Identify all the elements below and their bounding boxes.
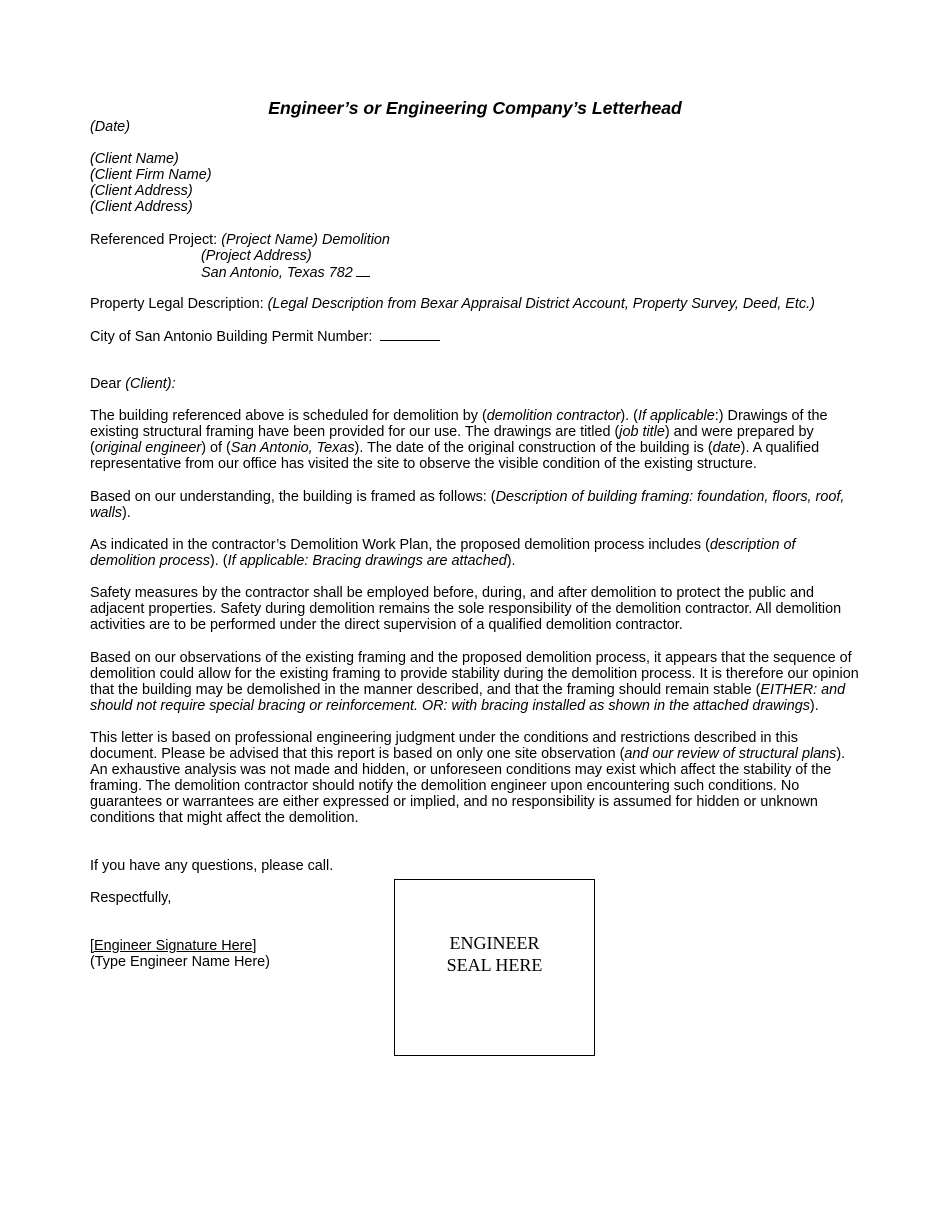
legal-label: Property Legal Description: xyxy=(90,296,268,312)
client-block xyxy=(90,151,860,215)
paragraph-4: Safety measures by the contractor shall be employed before, during, and after demolition to protect the public and adjacent properties. Safety during demolition remains the sole responsibility of the demolition contractor. All demolition activities are to be performed under the direct supervision of a qualified demolition contractor. xyxy=(90,585,842,633)
project-label: Referenced Project: xyxy=(90,232,222,248)
engineer-seal-box xyxy=(394,879,595,1056)
permit-number xyxy=(90,328,860,345)
salutation-client: (Client): xyxy=(125,376,176,392)
closing-questions: If you have any questions, please call. xyxy=(90,858,334,874)
engineer-name: (Type Engineer Name Here) xyxy=(90,954,270,970)
legal-description xyxy=(90,296,860,312)
client-address-1: (Client Address) xyxy=(90,183,193,199)
project-address: (Project Address) xyxy=(201,248,312,264)
closing-respectfully: Respectfully, xyxy=(90,890,172,906)
date-line xyxy=(90,119,860,135)
zip-blank xyxy=(356,264,370,277)
client-address-2: (Client Address) xyxy=(90,199,193,215)
letterhead-title: Engineer’s or Engineering Company’s Letterhead xyxy=(268,98,682,118)
client-name: (Client Name) xyxy=(90,151,179,167)
seal-line-2: SEAL HERE xyxy=(446,955,543,975)
salutation xyxy=(90,376,860,392)
paragraph-1: The building referenced above is scheduled for demolition by (demolition contractor). (If applicable:) Drawings of the existing structural framing have been provided for our use. The drawings are titled (job title) and were prepared by (original engineer) of (San Antonio, Texas). The date of the original construction of the building is (date). A qualified representative from our office has visited the site to observe the visible condition of the existing structure. xyxy=(90,408,828,472)
seal-text xyxy=(395,932,594,976)
engineer-signature: [Engineer Signature Here] xyxy=(90,938,257,954)
legal-value: (Legal Description from Bexar Appraisal District Account, Property Survey, Deed, Etc.) xyxy=(267,296,815,312)
permit-blank xyxy=(380,328,440,341)
date-placeholder: (Date) xyxy=(90,119,130,135)
paragraph-6: This letter is based on professional engineering judgment under the conditions and restrictions described in this document. Please be advised that this report is based on only one site observation (and our review of structural plans). An exhaustive analysis was not made and hidden, or unforeseen conditions may exist which affect the stability of the framing. The demolition contractor should notify the demolition engineer upon encountering such conditions. No guarantees or warrantees are either expressed or implied, and no responsibility is assumed for hidden or unknown conditions that might affect the demolition. xyxy=(90,730,846,826)
signature-line xyxy=(90,938,256,954)
permit-label: City of San Antonio Building Permit Number: xyxy=(90,329,377,345)
salutation-dear: Dear xyxy=(90,376,126,392)
seal-line-1: ENGINEER xyxy=(449,933,540,953)
client-firm: (Client Firm Name) xyxy=(90,167,212,183)
project-name: (Project Name) Demolition xyxy=(221,232,390,248)
paragraph-3: As indicated in the contractor’s Demolition Work Plan, the proposed demolition process includes (description of demolition process). (If applicable: Bracing drawings are attached). xyxy=(90,537,796,569)
referenced-project xyxy=(90,232,860,281)
paragraph-2: Based on our understanding, the building is framed as follows: (Description of building framing: foundation, floors, roof, walls). xyxy=(90,489,845,521)
paragraph-5: Based on our observations of the existing framing and the proposed demolition process, it appears that the sequence of demolition could allow for the existing framing to provide stability during the demolition process. It is therefore our opinion that the building may be demolished in the manner described, and that the framing should remain stable (EITHER: and should not require special bracing or reinforcement. OR: with bracing installed as shown in the attached drawings). xyxy=(90,650,859,714)
project-city: San Antonio, Texas 782 xyxy=(201,265,353,281)
